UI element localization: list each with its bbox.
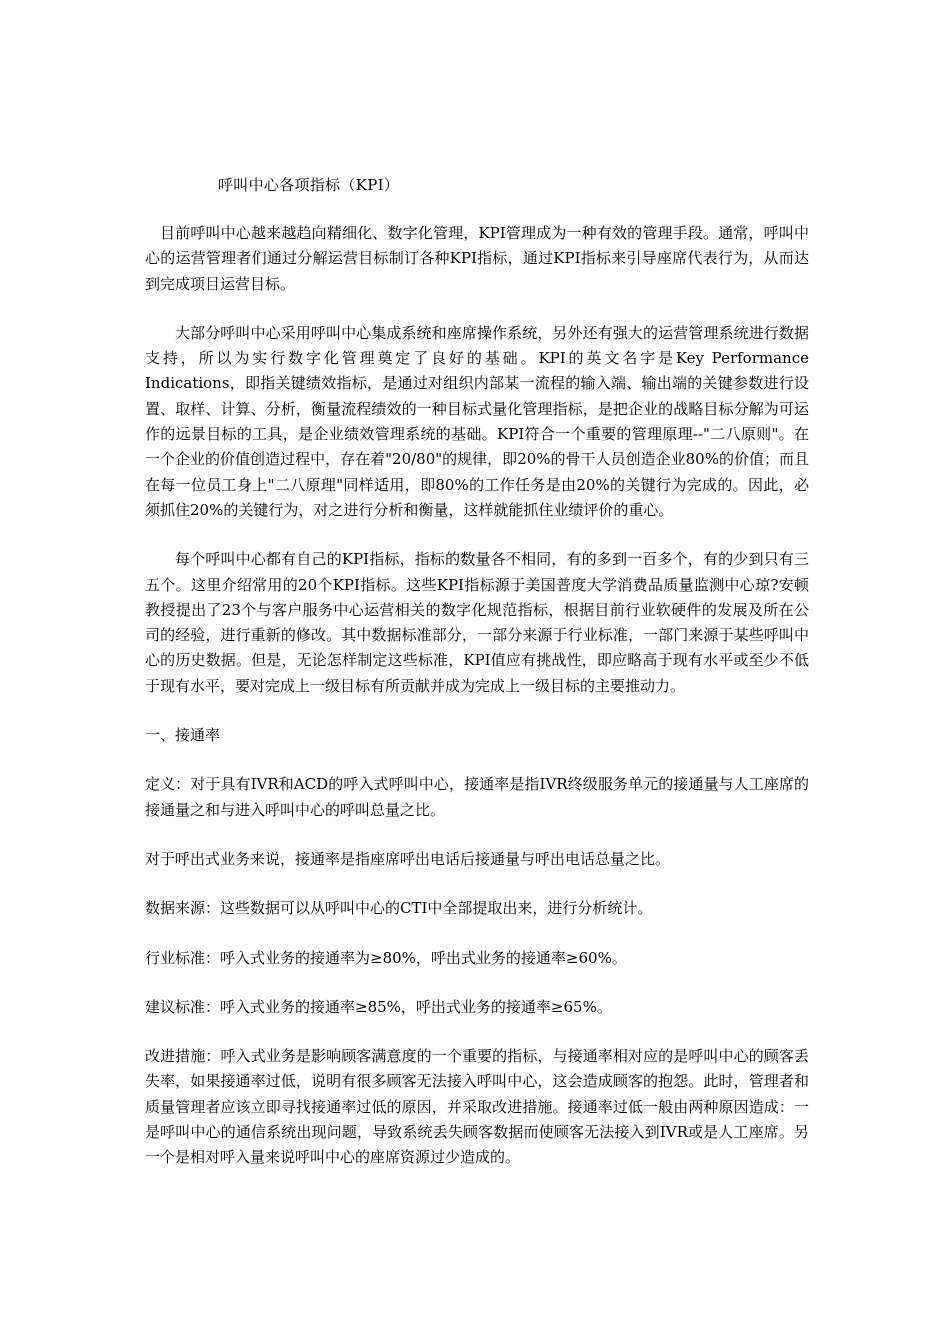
document-page	[145, 173, 809, 1195]
section-heading: 一、接通率	[145, 726, 221, 745]
kpi-source-paragraph: 每个呼叫中心都有自己的KPI指标，指标的数量各不相同，有的多到一百多个，有的少到只有三五个。这里介绍常用的20个KPI指标。这些KPI指标源于美国普度大学消费品质量监测中心琼?安顿教授提出了23个与客户服务中心运营相关的数字化规范指标，根据目前行业软硬件的发展及所在公司的经验，进行重新的修改。其中数据标准部分，一部分来源于行业标准，一部门来源于某些呼叫中心的历史数据。但是，无论怎样制定这些标准，KPI值应有挑战性，即应略高于现有水平或至少不低于现有水平，要对完成上一级目标有所贡献并成为完成上一级目标的主要推动力。	[145, 550, 809, 695]
definition-paragraph: 定义：对于具有IVR和ACD的呼入式呼叫中心，接通率是指IVR终级服务单元的接通量与人工座席的接通量之和与进入呼叫中心的呼叫总量之比。	[145, 775, 809, 819]
kpi-definition-paragraph: 大部分呼叫中心采用呼叫中心集成系统和座席操作系统，另外还有强大的运营管理系统进行数据支持，所以为实行数字化管理奠定了良好的基础。KPI的英文名字是Key Performance Indications，即指关键绩效指标，是通过对组织内部某一流程的输入端、输出端的关键参数进行设置、取样、计算、分析，衡量流程绩效的一种目标式量化管理指标，是把企业的战略目标分解为可运作的远景目标的工具，是企业绩效管理系统的基础。KPI符合一个重要的管理原理--"二八原则"。在一个企业的价值创造过程中，存在着"20/80"的规律，即20%的骨干人员创造企业80%的价值；而且在每一位员工身上"二八原理"同样适用，即80%的工作任务是由20%的关键行为完成的。因此，必须抓住20%的关键行为，对之进行分析和衡量，这样就能抓住业绩评价的重心。	[145, 323, 809, 519]
industry-standard-paragraph: 行业标准：呼入式业务的接通率为≥80%，呼出式业务的接通率≥60%。	[145, 948, 627, 967]
suggested-standard-paragraph: 建议标准：呼入式业务的接通率≥85%，呼出式业务的接通率≥65%。	[145, 997, 612, 1016]
data-source-paragraph: 数据来源：这些数据可以从呼叫中心的CTI中全部提取出来，进行分析统计。	[145, 899, 653, 918]
document-title: 呼叫中心各项指标（KPI）	[218, 176, 400, 194]
outbound-note-paragraph: 对于呼出式业务来说，接通率是指座席呼出电话后接通量与呼出电话总量之比。	[145, 849, 671, 868]
improvement-paragraph: 改进措施：呼入式业务是影响顾客满意度的一个重要的指标，与接通率相对应的是呼叫中心的顾客丢失率，如果接通率过低，说明有很多顾客无法接入呼叫中心，这会造成顾客的抱怨。此时，管理者和质量管理者应该立即寻找接通率过低的原因，并采取改进措施。接通率过低一般由两种原因造成：一是呼叫中心的通信系统出现问题，导致系统丢失顾客数据而使顾客无法接入到IVR或是人工座席。另一个是相对呼入量来说呼叫中心的座席资源过少造成的。	[145, 1047, 809, 1167]
intro-paragraph: 目前呼叫中心越来越趋向精细化、数字化管理，KPI管理成为一种有效的管理手段。通常，呼叫中心的运营管理者们通过分解运营目标制订各种KPI指标，通过KPI指标来引导座席代表行为，从而达到完成项目运营目标。	[145, 224, 809, 293]
